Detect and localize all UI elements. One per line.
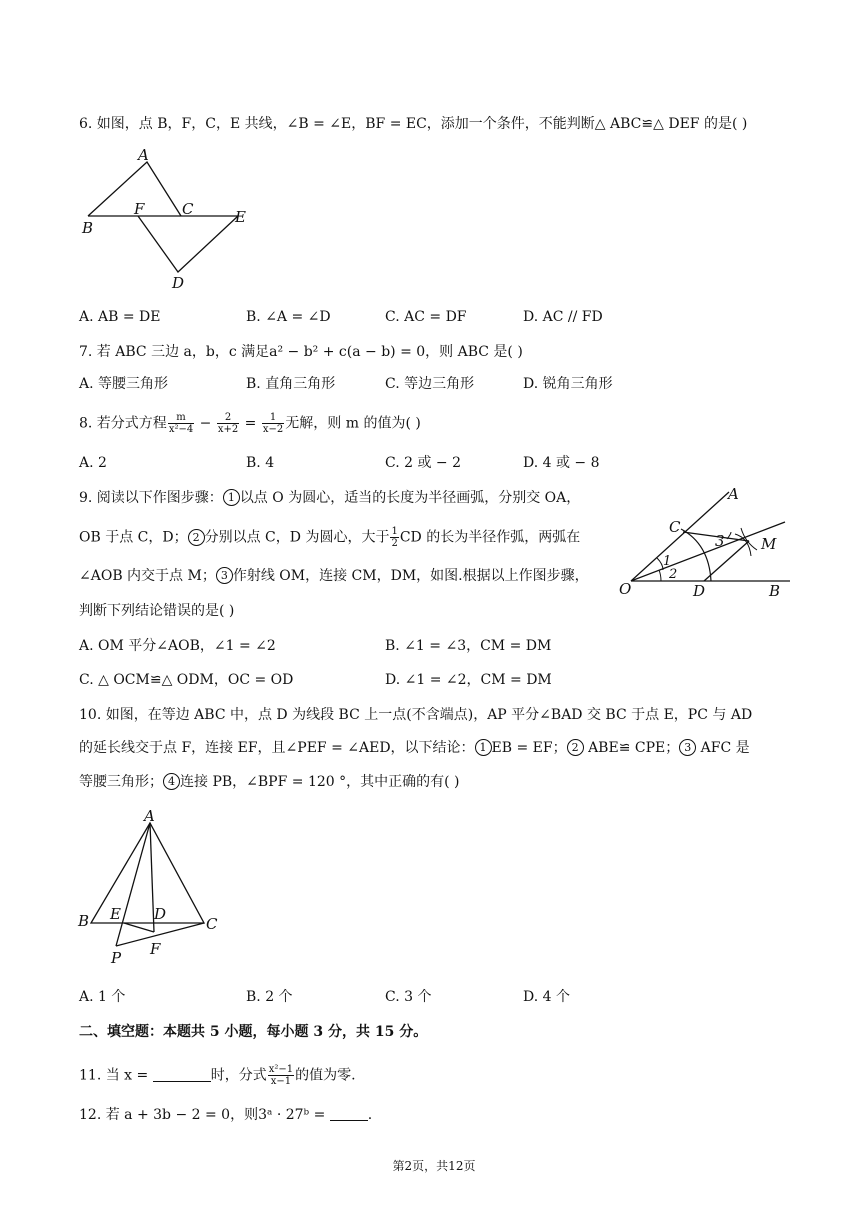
q9-label-M: M xyxy=(761,535,777,553)
q12-answer-blank[interactable] xyxy=(330,1106,368,1121)
q11-suffix: 的值为零. xyxy=(295,1067,356,1084)
q8-frac1-den: x²−4 xyxy=(168,424,194,435)
q7-option-b: B. 直角三角形 xyxy=(246,376,336,392)
q7-option-c: C. 等边三角形 xyxy=(385,376,475,392)
q6-option-d: D. AC // FD xyxy=(523,309,603,325)
q6-label-F: F xyxy=(134,200,145,218)
q6-label-D: D xyxy=(172,274,185,292)
q10-label-A: A xyxy=(144,808,155,825)
q9-step-3: 3 xyxy=(216,567,233,584)
q10-option-c: C. 3 个 xyxy=(385,989,432,1005)
q9-half-fraction xyxy=(390,526,398,549)
q10-line2-d: AFC 是 xyxy=(696,740,750,756)
q9-label-A: A xyxy=(728,485,739,503)
q8-option-c: C. 2 或 − 2 xyxy=(385,455,462,471)
q11-frac-den: x−1 xyxy=(270,1076,292,1087)
q6-option-b: B. ∠A = ∠D xyxy=(246,309,331,325)
q10-label-E: E xyxy=(110,905,121,923)
q12-prefix: 12. 若 a + 3b − 2 = 0，则3ᵃ · 27ᵇ = xyxy=(79,1107,330,1123)
q6-label-B: B xyxy=(82,219,94,237)
q11-frac-num: x²−1 xyxy=(268,1064,294,1075)
q10-option-a: A. 1 个 xyxy=(79,989,126,1005)
q8-option-d: D. 4 或 − 8 xyxy=(523,455,600,471)
section-heading-fill-in: 二、填空题：本题共 5 小题，每小题 3 分，共 15 分。 xyxy=(79,1024,428,1040)
q9-line-1 xyxy=(79,488,580,508)
q6-label-A: A xyxy=(138,146,149,164)
q10-conclusion-4: 4 xyxy=(163,773,180,790)
q10-conclusion-3: 3 xyxy=(679,739,696,756)
q11-prefix: 11. 当 x = xyxy=(79,1067,153,1084)
q10-figure xyxy=(74,808,224,968)
q12-suffix: . xyxy=(367,1107,373,1123)
q8-frac3-den: x−2 xyxy=(262,424,284,435)
q10-label-D: D xyxy=(154,905,167,923)
page-footer: 第2页，共12页 xyxy=(392,1159,476,1173)
q9-line2-b: 分别以点 C，D 为圆心，大于 xyxy=(204,529,390,546)
q9-half-den: 2 xyxy=(391,538,398,549)
q11-answer-blank[interactable] xyxy=(153,1067,211,1082)
q10-line-2 xyxy=(79,738,750,758)
q6-figure xyxy=(76,142,266,292)
q6-label-C: C xyxy=(182,200,194,218)
q9-option-a: A. OM 平分∠AOB，∠1 = ∠2 xyxy=(79,638,276,654)
q9-label-3: 3 xyxy=(715,532,725,550)
q9-option-c: C. △ OCM≌△ ODM，OC = OD xyxy=(79,672,294,688)
q10-line3-b: 连接 PB，∠BPF = 120 °，其中正确的有( ) xyxy=(180,774,460,790)
q8-minus: − xyxy=(195,415,216,432)
q9-option-b: B. ∠1 = ∠3，CM = DM xyxy=(385,638,552,654)
q9-line2-a: OB 于点 C，D； xyxy=(79,529,188,546)
q8-frac2-den: x+2 xyxy=(217,424,239,435)
q10-option-b: B. 2 个 xyxy=(246,989,293,1005)
q9-line2-c: CD 的长为半径作弧，两弧在 xyxy=(399,529,581,546)
q12-stem xyxy=(79,1105,372,1125)
q6-option-a: A. AB = DE xyxy=(79,309,161,325)
q10-label-F: F xyxy=(150,940,161,958)
q9-line-2 xyxy=(79,526,580,549)
q10-line2-c: ABE≌ CPE； xyxy=(583,740,680,756)
q8-fraction-3 xyxy=(262,412,284,435)
q9-line-3 xyxy=(79,566,589,586)
q10-line2-a: 的延长线交于点 F，连接 EF，且∠PEF = ∠AED，以下结论： xyxy=(79,740,475,756)
q11-middle: 时，分式 xyxy=(210,1067,267,1084)
q9-label-C: C xyxy=(669,518,681,536)
q9-label-O: O xyxy=(619,580,632,598)
q8-equals: = xyxy=(240,415,261,432)
q10-label-B: B xyxy=(78,912,90,930)
q10-label-C: C xyxy=(206,915,218,933)
q7-option-a: A. 等腰三角形 xyxy=(79,376,169,392)
q11-stem xyxy=(79,1064,356,1087)
q8-option-b: B. 4 xyxy=(246,455,275,471)
q10-line-1: 10. 如图，在等边 ABC 中，点 D 为线段 BC 上一点(不含端点)，AP 平分∠BAD 交 BC 于点 E，PC 与 AD xyxy=(79,707,753,723)
q8-fraction-2 xyxy=(217,412,239,435)
q9-line-4: 判断下列结论错误的是( ) xyxy=(79,603,235,619)
q8-stem xyxy=(79,412,421,435)
q6-option-c: C. AC = DF xyxy=(385,309,467,325)
q11-fraction xyxy=(268,1064,294,1087)
q9-label-1: 1 xyxy=(663,554,672,569)
q8-suffix: 无解，则 m 的值为( ) xyxy=(285,415,421,432)
q6-stem: 6. 如图，点 B，F，C，E 共线，∠B = ∠E，BF = EC，添加一个条件，不能判断△ ABC≌△ DEF 的是( ) xyxy=(79,116,748,132)
q7-stem: 7. 若 ABC 三边 a，b，c 满足a² − b² + c(a − b) = 0，则 ABC 是( ) xyxy=(79,344,523,360)
q9-line3-b: 作射线 OM，连接 CM，DM，如图.根据以上作图步骤， xyxy=(232,568,589,584)
q9-half-num: 1 xyxy=(391,526,398,537)
q10-conclusion-2: 2 xyxy=(567,739,584,756)
q8-frac1-num: m xyxy=(168,412,194,424)
q10-line2-b: EB = EF； xyxy=(491,740,567,756)
q8-frac3-num: 1 xyxy=(262,412,284,424)
q8-prefix: 8. 若分式方程 xyxy=(79,415,167,432)
q9-line1-a: 9. 阅读以下作图步骤： xyxy=(79,490,223,506)
q10-label-P: P xyxy=(111,949,122,967)
q9-line3-a: ∠AOB 内交于点 M； xyxy=(79,568,216,584)
q10-line-3 xyxy=(79,772,460,792)
q8-frac2-num: 2 xyxy=(217,412,239,424)
q9-label-2: 2 xyxy=(669,567,678,582)
q8-option-a: A. 2 xyxy=(79,455,107,471)
q10-line3-a: 等腰三角形； xyxy=(79,774,163,790)
q9-label-B: B xyxy=(769,582,781,600)
q6-label-E: E xyxy=(235,208,246,226)
q7-option-d: D. 锐角三角形 xyxy=(523,376,613,392)
q9-label-D: D xyxy=(693,582,706,600)
q8-fraction-1 xyxy=(168,412,194,435)
q9-step-1: 1 xyxy=(223,489,240,506)
q9-option-d: D. ∠1 = ∠2，CM = DM xyxy=(385,672,552,688)
q9-figure xyxy=(617,484,807,604)
q9-line1-b: 以点 O 为圆心，适当的长度为半径画弧，分别交 OA， xyxy=(239,490,581,506)
q10-option-d: D. 4 个 xyxy=(523,989,570,1005)
q10-conclusion-1: 1 xyxy=(475,739,492,756)
q9-step-2: 2 xyxy=(188,529,205,546)
